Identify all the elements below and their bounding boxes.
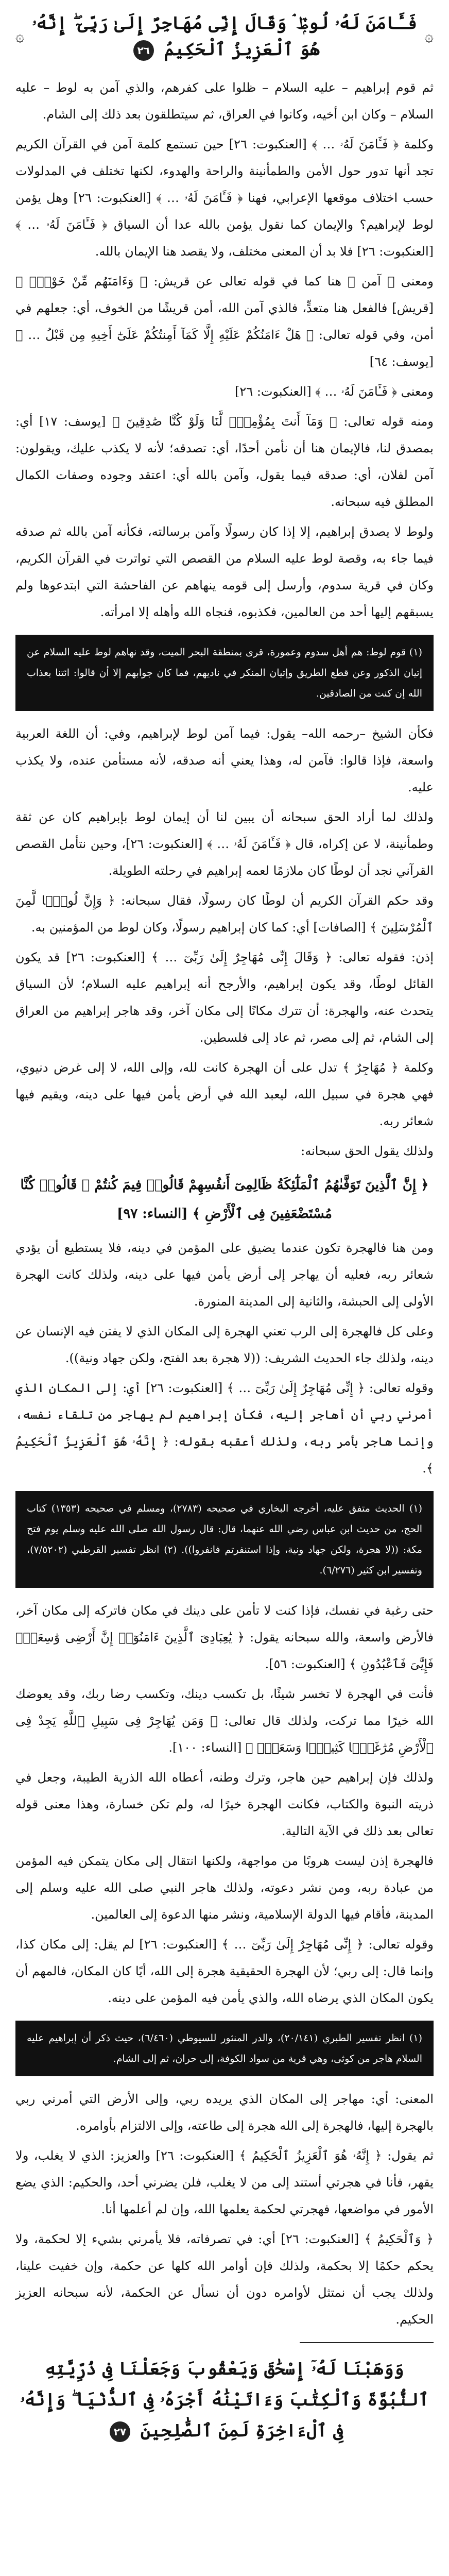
- center-quote: [15, 1138, 434, 1228]
- footnote-text: (١) الحديث متفق عليه، أخرجه البخاري في صحيحه (٢٧٨٣)، ومسلم في صحيحه (١٣٥٣) كتاب الحج، من حديث ابن عباس رضي الله عنهما، قال: قال رسول الله صلى الله عليه وسلم يوم فتح مكة: ((لا هجرة، ولكن جهاد ونية، وإذا استنفرتم فانفروا)). (٢) انظر تفسير القرطبي (٧/٥٢٠٢)، وتفسير ابن كثير (٦/٢٧٦).: [27, 1503, 422, 1576]
- paragraph: ثم قوم إبراهيم – عليه السلام – ظلوا على كفرهم، والذي آمن به لوط – عليه السلام – وكان ابن أخيه، وكانوا في العراق، ثم سيتطلقون بعد ذلك إلى الشام.: [15, 80, 434, 122]
- footnote-text: (١) انظر تفسير الطبري (٢٠/١٤١)، والدر المنثور للسيوطي (٦/٤٦٠)، حيث ذكر أن إبراهيم عليه السلام هاجر من كوثى، وهي قرية من سواد الكوفة، إلى حران، ثم إلى الشام.: [27, 2032, 422, 2064]
- verse-number-badge: ٢٧: [110, 2421, 130, 2442]
- paragraph: وكلمة ﴿ مُهَاجِرٌ ﴾ تدل على أن الهجرة كانت لله، وإلى الله، لا إلى غرض دنيوي، فهي هجرة في سبيل الله، ليعبد الله في أرض يأمن فيها على دينه، ويقيم فيها شعائر ربه.: [15, 1060, 434, 1128]
- paragraph: ولذلك فإن إبراهيم حين هاجر، وترك وطنه، أعطاه الله الذرية الطيبة، وجعل في ذريته النبوة والكتاب، فكانت الهجرة خيرًا له، ولم تكن خسارة، وهذا معنى قوله تعالى بعد ذلك في الآية التالية.: [15, 1770, 434, 1838]
- footnote-box: [15, 635, 434, 711]
- verse-number-badge: ٢٦: [133, 40, 154, 61]
- paragraph: ثم يقول: ﴿ إِنَّهُۥ هُوَ ٱلْعَزِيزُ ٱلْحَكِيمُ ﴾ [العنكبوت: ٢٦] والعزيز: الذي لا يغلب، ولا يقهر، فأنا في هجرتي أستند إلى من لا يغلب، فلن يضرني أحد، والحكيم: الذي يضع الأمور في مواضعها، فهجرتي لحكمة يعلمها الله، وإن لم أعلمها أنا.: [15, 2148, 434, 2216]
- footnote-text: (١) قوم لوط: هم أهل سدوم وعمورة، قرى بمنطقة البحر الميت، وقد نهاهم لوط عليه السلام عن إتيان الذكور وعن قطع الطريق وإتيان المنكر في ناديهم، فما كان جوابهم إلا أن قالوا: ائتنا بعذاب الله إن كنت من الصادقين.: [27, 647, 422, 699]
- quote-intro: ولذلك يقول الحق سبحانه:: [301, 1144, 434, 1158]
- paragraph: ولذلك لما أراد الحق سبحانه أن يبين لنا أن إيمان لوط بإبراهيم كان عن ثقة وطمأنينة، لا عن إكراه، قال ﴿ فَـَٔامَنَ لَهُۥ … ﴾ [العنكبوت: ٢٦]، وحين نتأمل القصص القرآني نجد أن لوطًا كان ملازمًا لعمه إبراهيم في رحلته الطويلة.: [15, 810, 434, 878]
- bottom-verse-banner: [15, 2353, 434, 2446]
- footnote-box: [15, 1491, 434, 1588]
- paragraph: وعلى كل فالهجرة إلى الرب تعني الهجرة إلى المكان الذي لا يفتن فيه الإنسان عن دينه، ولذلك جاء الحديث الشريف: ((لا هجرة بعد الفتح، ولكن جهاد ونية)).: [15, 1324, 434, 1365]
- paragraph: وكلمة ﴿ فَـَٔامَنَ لَهُۥ … ﴾ [العنكبوت: ٢٦] حين تستمع كلمة آمن في القرآن الكريم تجد أنها تدور حول الأمن والطمأنينة والراحة والهدوء، لكنها تختلف في المدلولات حسب اختلاف موقعها الإعرابي، فهنا ﴿ فَـَٔامَنَ لَهُۥ … ﴾ [العنكبوت: ٢٦] وهل يؤمن لوط لإبراهيم؟ والإيمان كما نقول يؤمن بالله عدا أن السياق ﴿ فَـَٔامَنَ لَهُۥ … ﴾ [العنكبوت: ٢٦] فلا بد أن المعنى مختلف، ولا يقصد هنا الإيمان بالله.: [15, 137, 434, 259]
- paragraph: وقد حكم القرآن الكريم أن لوطًا كان رسولًا، فقال سبحانه: ﴿ وَإِنَّ لُوطًۭا لَّمِنَ ٱلْمُرْسَلِينَ ﴾ [الصافات] أي: كما كان إبراهيم رسولًا، وكان لوط من المؤمنين به.: [15, 893, 434, 935]
- section-6: [15, 2086, 434, 2333]
- quote-verse: ﴿ إِنَّ ٱلَّذِينَ تَوَفَّىٰهُمُ ٱلْمَلَٰٓئِكَةُ ظَالِمِىٓ أَنفُسِهِمْ قَالُوا۟ فِيمَ كُنتُمْ ۖ قَالُوا۟ كُنَّا مُسْتَضْعَفِينَ فِى ٱلْأَرْضِ ﴾ [النساء: ٩٧]: [20, 1177, 429, 1222]
- verse-text: [32, 10, 418, 63]
- footnote-box: [15, 2021, 434, 2076]
- ornament-icon: ۞: [424, 27, 434, 45]
- section-2: [15, 720, 434, 941]
- paragraph: وقوله تعالى: ﴿ إِنِّى مُهَاجِرٌ إِلَىٰ رَبِّىٓ … ﴾ [العنكبوت: ٢٦] أي: إلى المكان الذي أمرني ربي أن أهاجر إليه، فكأن إبراهيم لم يهاجر من تلقاء نفسه، وإنما هاجر بأمر ربه، ولذلك أعقبه بقوله: ﴿ إِنَّهُۥ هُوَ ٱلْعَزِيزُ ٱلْحَكِيمُ ﴾.: [15, 1381, 434, 1476]
- section-5: [15, 1597, 434, 2011]
- paragraph: إذن: فقوله تعالى: ﴿ وَقَالَ إِنِّى مُهَاجِرٌ إِلَىٰ رَبِّىٓ … ﴾ [العنكبوت: ٢٦] قد يكون القائل لوطًا، وقد يكون إبراهيم، والأرجح أنه إبراهيم عليه السلام؛ لأن السياق يتحدث عنه، والهجرة: أن تترك مكانًا إلى مكان آخر، وقد هاجر إبراهيم من العراق إلى الشام، ثم إلى مصر، ثم عاد إلى فلسطين.: [15, 950, 434, 1045]
- paragraph: المعنى: أي: مهاجر إلى المكان الذي يريده ربي، وإلى الأرض التي أمرني ربي بالهجرة إليها، فالهجرة إلى الله هجرة إلى طاعته، وإلى الالتزام بأوامره.: [15, 2092, 434, 2133]
- section-1: [15, 74, 434, 625]
- paragraph: ﴿ وَٱلْحَكِيمُ ﴾ [العنكبوت: ٢٦] أي: في تصرفاته، فلا يأمرني بشيء إلا لحكمة، ولا يحكم حكمًا إلا بحكمة، ولذلك فإن أوامر الله كلها عن حكمة، وإن خفيت علينا، ولذلك يجب أن نمتثل لأوامره دون أن نسأل عن الحكمة، لأنه سبحانه العزيز الحكيم.: [15, 2232, 434, 2327]
- section-4: [15, 1234, 434, 1482]
- section-3: [15, 944, 434, 1134]
- paragraph: ومنه قوله تعالى: ﴿ وَمَآ أَنتَ بِمُؤْمِنٍۢ لَّنَا وَلَوْ كُنَّا صَٰدِقِينَ ﴾ [يوسف: ١٧] أي: بمصدق لنا، فالإيمان هنا أن نأمن أحدًا، أي: تصدقه؛ لأنه لا يكذب عليك، ويقولون: آمن لفلان، أي: صدقه فيما يقول، وآمن بالله أي: اعتقد وجوده وصفات الكمال المطلق فيه سبحانه.: [15, 414, 434, 509]
- ornament-icon: ۞: [15, 27, 25, 45]
- paragraph: ولوط لا يصدق إبراهيم، إلا إذا كان رسولًا وآمن برسالته، فكأنه آمن بالله ثم صدقه فيما جاء به، وقصة لوط عليه السلام من القصص التي تواترت في القرآن الكريم، وكان في قرية سدوم، وأرسل إلى قومه ينهاهم عن الفاحشة التي ابتدعوها ولم يسبقهم إليها أحد من العالمين، فكذبوه، فنجاه الله وأهله إلا امرأته.: [15, 524, 434, 619]
- paragraph: ومعنى ﴿ فَـَٔامَنَ لَهُۥ … ﴾ [العنكبوت: ٢٦]: [235, 384, 434, 399]
- paragraph: فأنت في الهجرة لا تخسر شيئًا، بل تكسب دينك، وتكسب رضا ربك، وقد يعوضك الله خيرًا مما تركت، ولذلك قال تعالى: ﴿ وَمَن يُهَاجِرْ فِى سَبِيلِ ٱللَّهِ يَجِدْ فِى ٱلْأَرْضِ مُرَٰغَمًۭا كَثِيرًۭا وَسَعَةًۭ ﴾ [النساء: ١٠٠].: [15, 1687, 434, 1755]
- paragraph: ومعنى ﴿ آمن ﴾ هنا كما في قوله تعالى عن قريش: ﴿ وَءَامَنَهُم مِّنْ خَوْفٍۭ ﴾ [قريش] فالفعل هنا متعدٍّ، فالذي آمن الله، أمن قريشًا من الخوف، أي: جعلهم في أمن، وفي قوله تعالى: ﴿ هَلْ ءَامَنُكُمْ عَلَيْهِ إِلَّا كَمَآ أَمِنتُكُمْ عَلَىٰٓ أَخِيهِ مِن قَبْلُ … ﴾ [يوسف: ٦٤]: [15, 274, 434, 369]
- verse-text: وَوَهَبْنَا لَهُۥٓ إِسْحَٰقَ وَيَعْقُوبَ وَجَعَلْنَا فِى ذُرِّيَّتِهِ ٱلنُّبُوَّةَ وَٱلْكِتَٰبَ وَءَاتَيْنَٰهُ أَجْرَهُۥ فِى ٱلدُّنْيَا ۖ وَإِنَّهُۥ فِى ٱلْءَاخِرَةِ لَمِنَ ٱلصَّٰلِحِينَ: [20, 2359, 429, 2441]
- top-verse-banner: [15, 10, 434, 63]
- paragraph: حتى رغبة في نفسك، فإذا كنت لا تأمن على دينك في مكان فاتركه إلى مكان آخر، فالأرض واسعة، والله سبحانه يقول: ﴿ يَٰعِبَادِىَ ٱلَّذِينَ ءَامَنُوٓا۟ إِنَّ أَرْضِى وَٰسِعَةٌۭ فَإِيَّٰىَ فَٱعْبُدُونِ ﴾ [العنكبوت: ٥٦].: [15, 1603, 434, 1671]
- paragraph: ومن هنا فالهجرة تكون عندما يضيق على المؤمن في دينه، فلا يستطيع أن يؤدي شعائر ربه، فعليه أن يهاجر إلى أرض يأمن فيها على دينه، ولذلك كانت الهجرة الأولى إلى الحبشة، والثانية إلى المدينة المنورة.: [15, 1241, 434, 1309]
- verse-line: فَـَٔامَنَ لَهُۥ لُوطٌۭ ۘ وَقَالَ إِنِّى مُهَاجِرٌ إِلَىٰ رَبِّىٓ ۖ إِنَّهُۥ هُوَ ٱلْعَزِيزُ ٱلْحَكِيمُ: [31, 13, 418, 60]
- divider: [300, 2342, 434, 2343]
- paragraph: فالهجرة إذن ليست هروبًا من مواجهة، ولكنها انتقال إلى مكان يتمكن فيه المؤمن من عبادة ربه، ومن نشر دعوته، ولذلك هاجر النبي صلى الله عليه وسلم إلى المدينة، فأقام فيها الدولة الإسلامية، ونشر منها الدعوة إلى العالمين.: [15, 1854, 434, 1922]
- paragraph: وقوله تعالى: ﴿ إِنِّى مُهَاجِرٌ إِلَىٰ رَبِّىٓ … ﴾ [العنكبوت: ٢٦] لم يقل: إلى مكان كذا، وإنما قال: إلى ربي؛ لأن الهجرة الحقيقية هجرة إلى الله، أيًا كان المكان، فالمهم أن يكون المكان الذي يرضاه الله، والذي يأمن فيه المؤمن على دينه.: [15, 1937, 434, 2005]
- page: [15, 0, 434, 2462]
- paragraph: فكأن الشيخ –رحمه الله– يقول: فيما آمن لوط لإبراهيم، وفي: أن اللغة العربية واسعة، فإذا قالوا: فآمن له، وهذا يعني أنه صدقه، لأنه مستأمن عنده، ولا يكذب عليه.: [15, 726, 434, 794]
